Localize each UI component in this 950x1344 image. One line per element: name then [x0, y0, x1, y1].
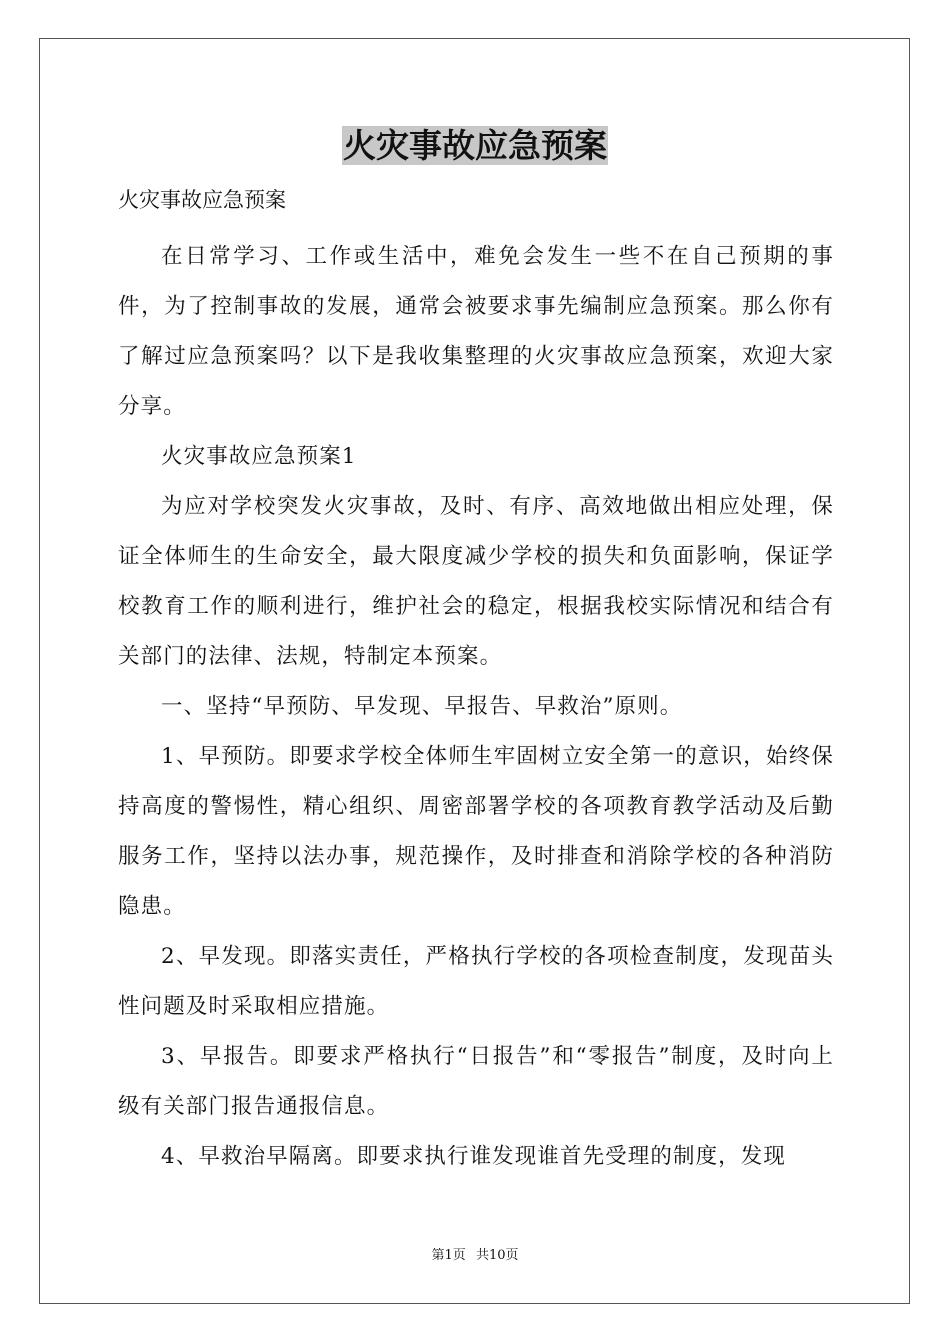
principle-heading: 一、坚持“早预防、早发现、早报告、早救治”原则。: [161, 694, 683, 719]
paragraph: 2、早发现。即落实责任，严格执行学校的各项检查制度，发现苗头性问题及时采取相应措施。: [118, 944, 834, 1019]
paragraph: 1、早预防。即要求学校全体师生牢固树立安全第一的意识，始终保持高度的警惕性，精心组织、周密部署学校的各项教育教学活动及后勤服务工作，坚持以法办事，规范操作，及时排查和消除学校的各种消防隐患。: [118, 744, 834, 919]
page-number: 第1页: [431, 1248, 466, 1263]
document-title: [0, 123, 950, 169]
section-heading: 火灾事故应急预案1: [161, 444, 357, 469]
total-pages: 共10页: [475, 1248, 519, 1263]
page-footer: [0, 1247, 950, 1265]
paragraph: 4、早救治早隔离。即要求执行谁发现谁首先受理的制度，发现: [161, 1144, 786, 1169]
paragraph: 在日常学习、工作或生活中，难免会发生一些不在自己预期的事件，为了控制事故的发展，通常会被要求事先编制应急预案。那么你有了解过应急预案吗？以下是我收集整理的火灾事故应急预案，欢迎大家分享。: [118, 244, 834, 419]
paragraph: 3、早报告。即要求严格执行“日报告”和“零报告”制度，及时向上级有关部门报告通报信息。: [118, 1044, 834, 1119]
paragraph: 为应对学校突发火灾事故，及时、有序、高效地做出相应处理，保证全体师生的生命安全，最大限度减少学校的损失和负面影响，保证学校教育工作的顺利进行，维护社会的稳定，根据我校实际情况和结合有关部门的法律、法规，特制定本预案。: [118, 494, 834, 669]
document-title-text: 火灾事故应急预案: [343, 126, 607, 165]
document-body: [118, 232, 834, 1182]
document-subtitle: 火灾事故应急预案: [118, 188, 286, 212]
